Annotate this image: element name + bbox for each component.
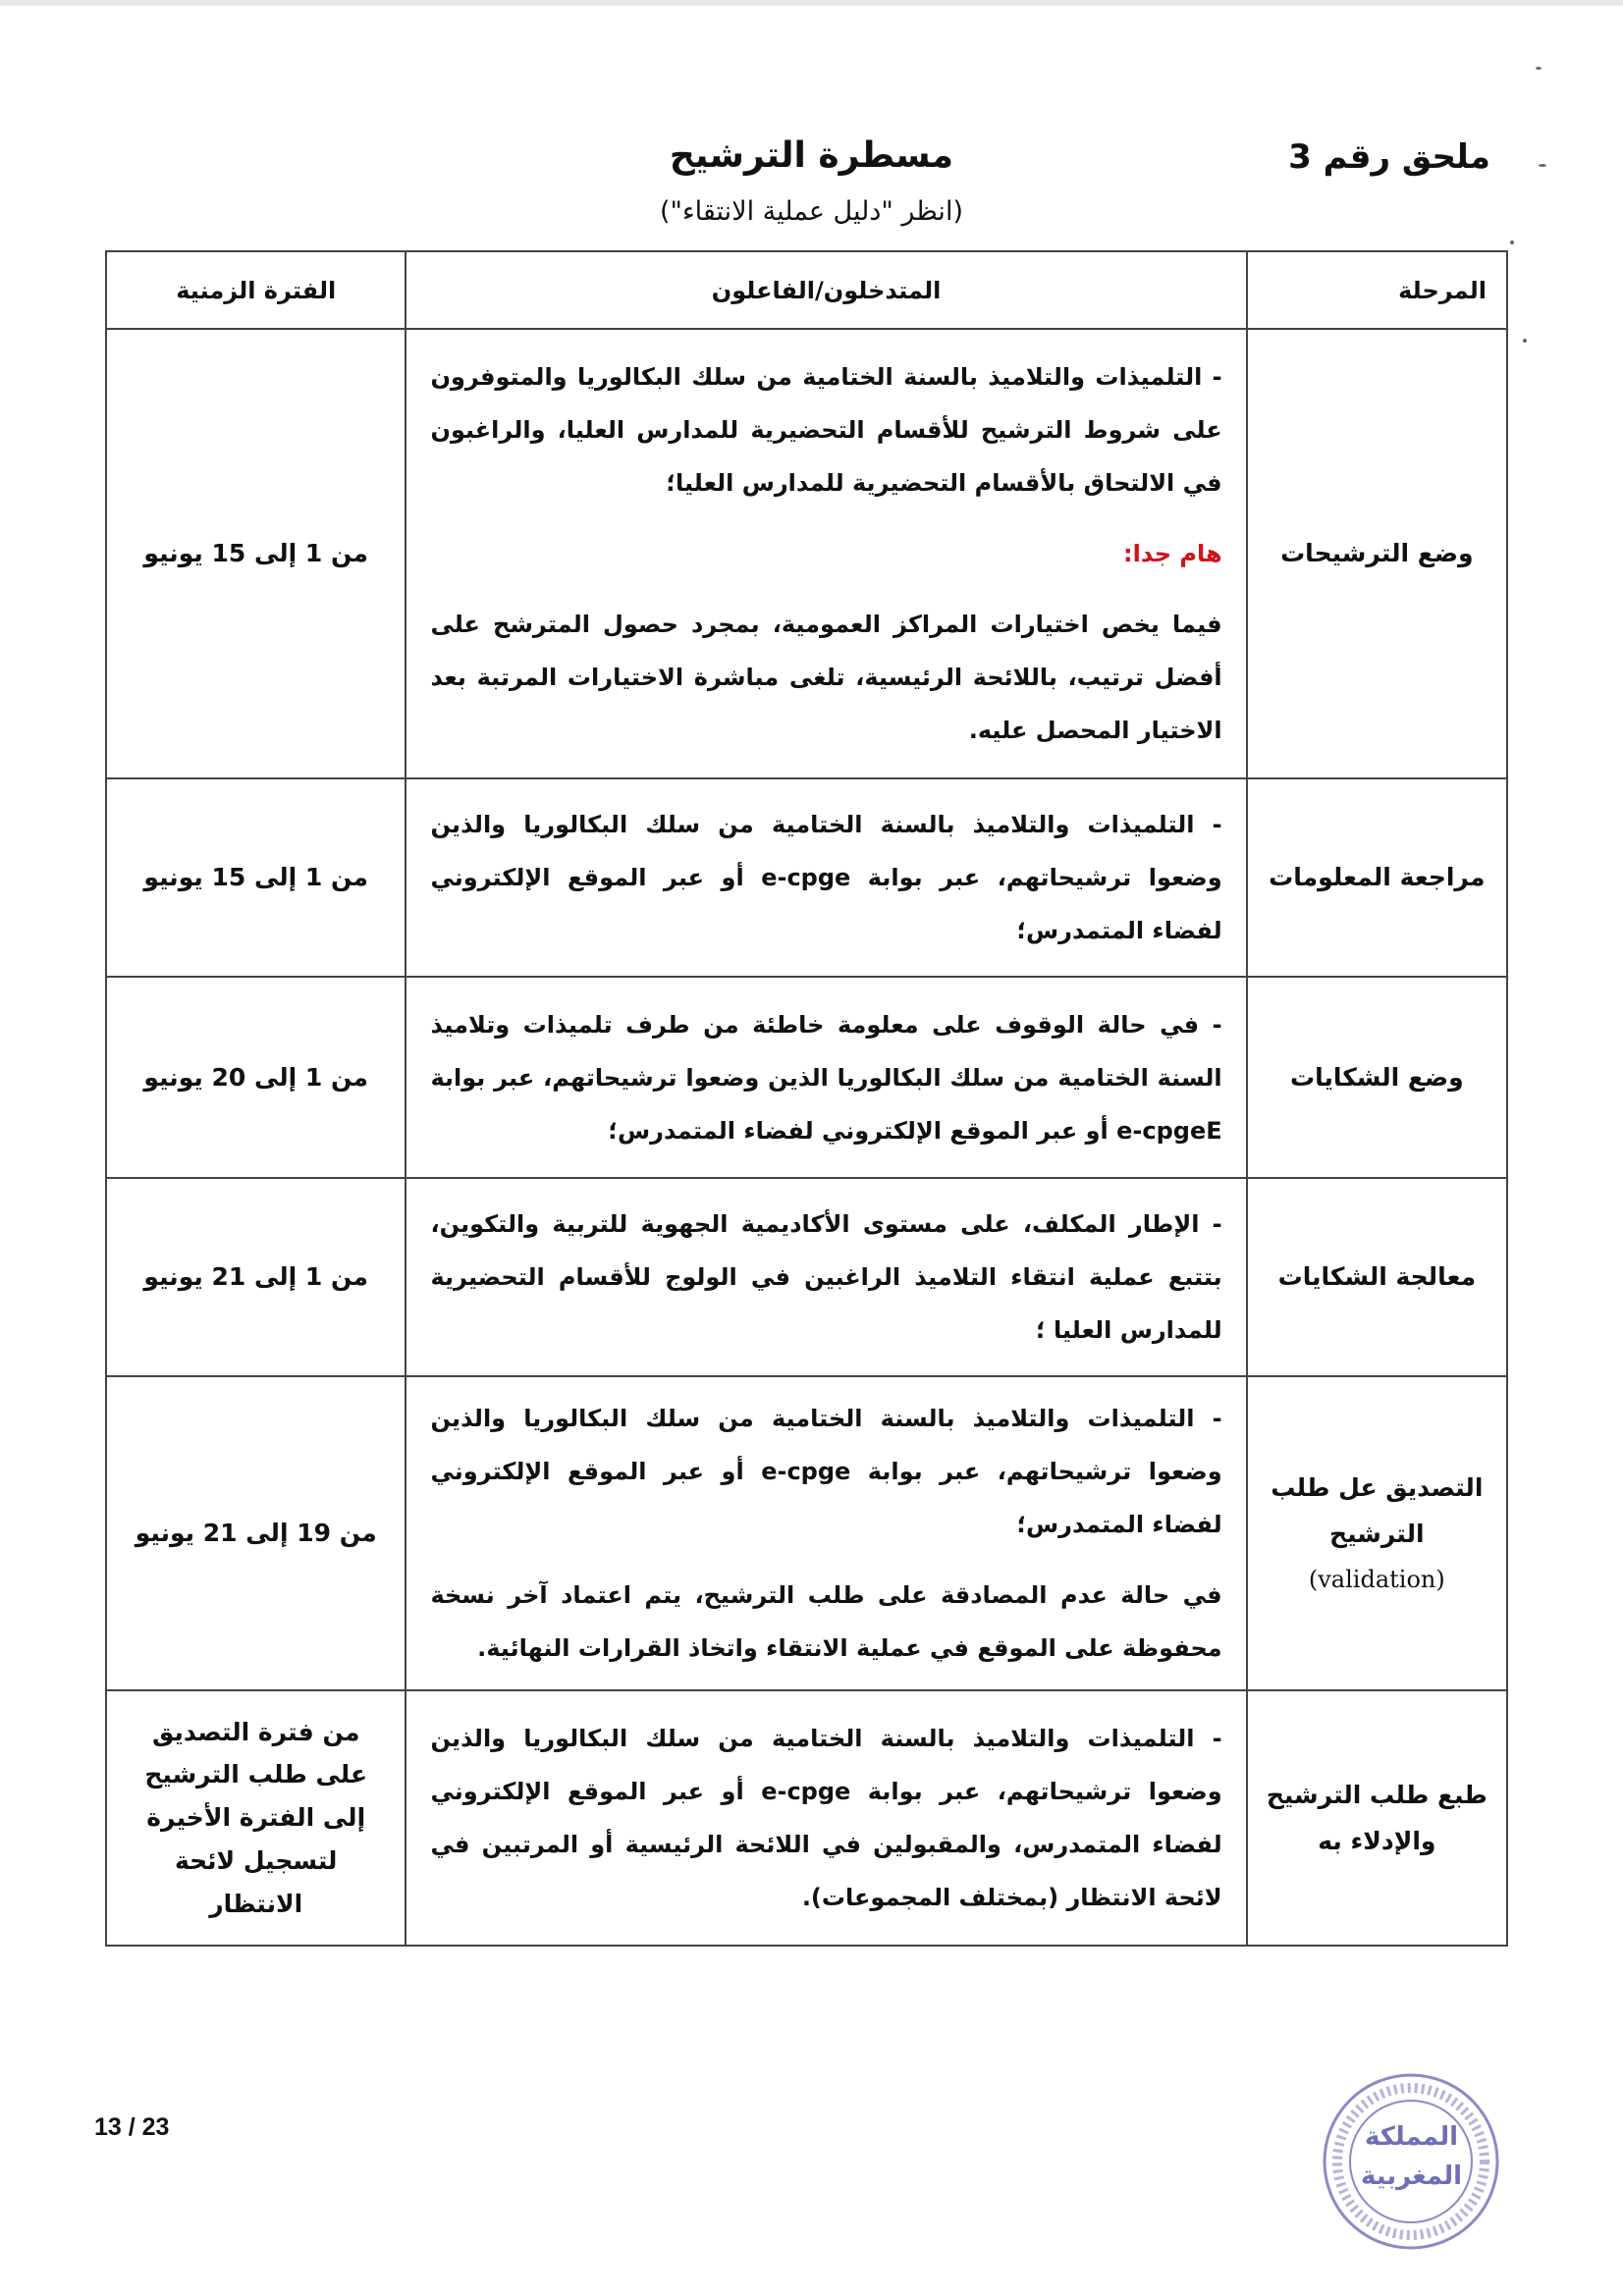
- period-cell: من 1 إلى 15 يونيو: [106, 778, 406, 977]
- stage-cell: مراجعة المعلومات: [1247, 778, 1507, 977]
- actors-cell: [406, 778, 1246, 977]
- scan-edge: [0, 0, 1623, 6]
- stage-cell: طبع طلب الترشيح والإدلاء به: [1247, 1690, 1507, 1946]
- actors-text: - التلميذات والتلاميذ بالسنة الختامية من سلك البكالوريا والذين وضعوا ترشيحاتهم، عبر بوابة e-cpge أو عبر الموقع الإلكتروني لفضاء المتمدرس؛: [430, 1405, 1222, 1538]
- table-row: [106, 1178, 1507, 1376]
- important-note-label: هام جدا:: [1123, 540, 1222, 567]
- page-number: 13 / 23: [94, 2113, 170, 2141]
- scan-mark: [1510, 240, 1514, 244]
- stamp-text-line2: المغربية: [1360, 2162, 1463, 2191]
- actors-cell: [406, 977, 1246, 1178]
- note-text: في حالة عدم المصادقة على طلب الترشيح، يتم اعتماد آخر نسخة محفوظة على الموقع في عملية الانتقاء واتخاذ القرارات النهائية.: [430, 1581, 1222, 1662]
- header-actors: المتدخلون/الفاعلون: [406, 251, 1246, 329]
- actors-text: - التلميذات والتلاميذ بالسنة الختامية من سلك البكالوريا والذين وضعوا ترشيحاتهم، عبر بوابة e-cpge أو عبر الموقع الإلكتروني لفضاء المتمدرس؛: [430, 811, 1222, 944]
- scan-mark: [1536, 67, 1542, 70]
- period-cell: من 1 إلى 21 يونيو: [106, 1178, 406, 1376]
- period-cell: من 1 إلى 15 يونيو: [106, 329, 406, 778]
- stage-cell: معالجة الشكايات: [1247, 1178, 1507, 1376]
- page-title: مسطرة الترشيح: [669, 135, 954, 176]
- stage-cell: وضع الترشيحات: [1247, 329, 1507, 778]
- stage-cell: [1247, 1376, 1507, 1690]
- stage-cell: وضع الشكايات: [1247, 977, 1507, 1178]
- actors-text: - في حالة الوقوف على معلومة خاطئة من طرف تلميذات وتلاميذ السنة الختامية من سلك البكالوريا الذين وضعوا ترشيحاتهم، عبر بوابة e-cpgeE أو عبر الموقع الإلكتروني لفضاء المتمدرس؛: [430, 1010, 1222, 1145]
- note-text: فيما يخص اختيارات المراكز العمومية، بمجرد حصول المترشح على أفضل ترتيب، باللائحة الرئيسية، تلغى مباشرة الاختيارات المرتبة بعد الاختيار المحصل عليه.: [430, 611, 1222, 744]
- official-stamp: [1321, 2071, 1502, 2253]
- actors-text: - التلميذات والتلاميذ بالسنة الختامية من سلك البكالوريا والمتوفرون على شروط الترشيح للأقسام التحضيرية للمدارس العليا، والراغبون في الالتحاق بالأقسام التحضيرية للمدارس العليا؛: [430, 363, 1222, 497]
- stage-latin-label: (validation): [1308, 1565, 1445, 1593]
- table-row: [106, 778, 1507, 977]
- stamp-text-line1: المملكة: [1364, 2122, 1459, 2152]
- table-row: [106, 1376, 1507, 1690]
- period-cell: من 19 إلى 21 يونيو: [106, 1376, 406, 1690]
- table-row: [106, 1690, 1507, 1946]
- stage-label: التصديق عل طلب الترشيح: [1271, 1472, 1484, 1549]
- period-cell: من 1 إلى 20 يونيو: [106, 977, 406, 1178]
- actors-cell: [406, 1178, 1246, 1376]
- actors-cell: [406, 1690, 1246, 1946]
- actors-text: - التلميذات والتلاميذ بالسنة الختامية من سلك البكالوريا والذين وضعوا ترشيحاتهم، عبر بوابة e-cpge أو عبر الموقع الإلكتروني لفضاء المتمدرس، والمقبولين في اللائحة الرئيسية أو المرتبين في لائحة الانتظار (بمختلف المجموعات).: [430, 1725, 1222, 1911]
- table-row: [106, 329, 1507, 778]
- annex-label: ملحق رقم 3: [1288, 137, 1490, 177]
- actors-cell: [406, 329, 1246, 778]
- page-subtitle: (انظر "دليل عملية الانتقاء"): [660, 196, 963, 227]
- header-period: الفترة الزمنية: [106, 251, 406, 329]
- actors-cell: [406, 1376, 1246, 1690]
- procedure-table: [105, 250, 1508, 1947]
- header-stage: المرحلة: [1247, 251, 1507, 329]
- table-row: [106, 977, 1507, 1178]
- period-cell: من فترة التصديق على طلب الترشيح إلى الفترة الأخيرة لتسجيل لائحة الانتظار: [106, 1690, 406, 1946]
- scan-mark: [1523, 339, 1527, 343]
- actors-text: - الإطار المكلف، على مستوى الأكاديمية الجهوية للتربية والتكوين، بتتبع عملية انتقاء التلاميذ الراغبين في الولوج للأقسام التحضيرية للمدارس العليا ؛: [430, 1210, 1222, 1344]
- table-header-row: [106, 251, 1507, 329]
